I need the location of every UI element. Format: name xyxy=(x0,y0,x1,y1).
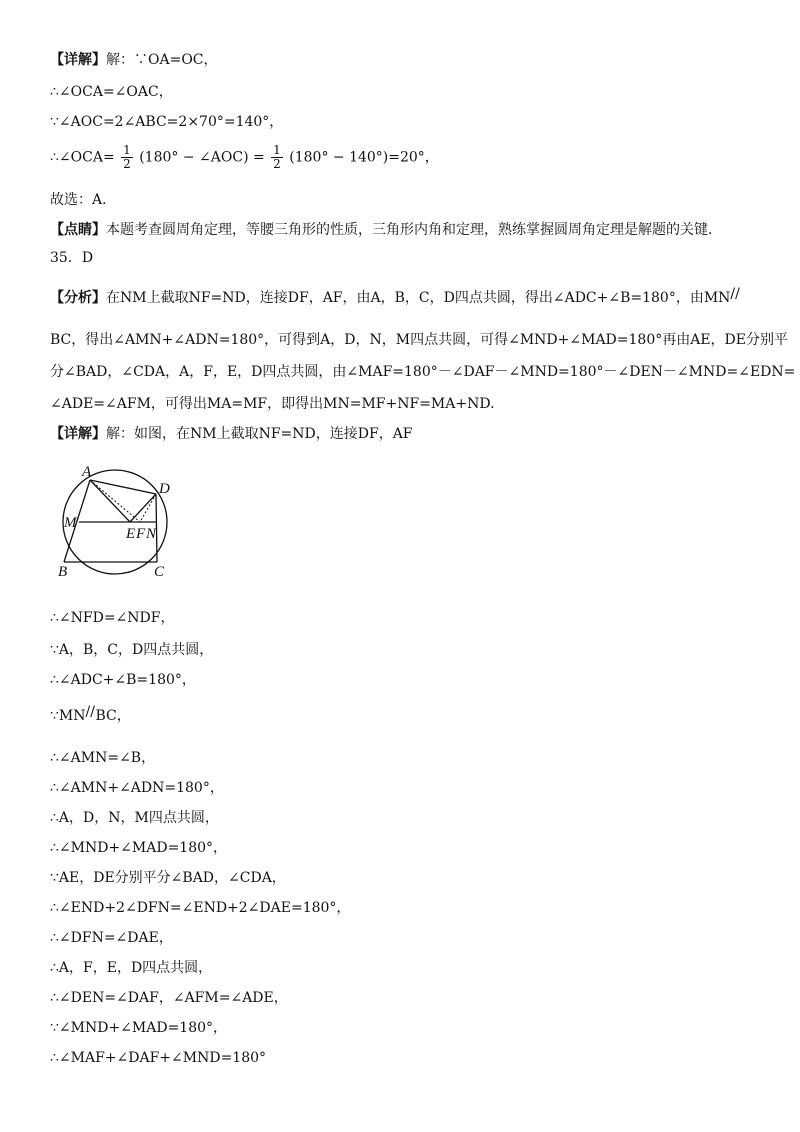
label-m: M xyxy=(64,515,77,531)
formula-line xyxy=(50,144,439,171)
label-e: E xyxy=(126,526,136,542)
formula-suffix: =20°， xyxy=(388,149,439,166)
step-line: ∴∠OCA=∠OAC， xyxy=(50,84,173,100)
comment-text: 本题考查圆周角定理，等腰三角形的性质，三角形内角和定理，熟练掌握圆周角定理是解题的关键． xyxy=(106,222,722,238)
step-line: ∴A，D，N，M四点共圆， xyxy=(50,810,219,826)
step-line: ∵AE，DE分别平分∠BAD，∠CDA， xyxy=(50,870,286,886)
step-line: ∴∠MND+∠MAD=180°， xyxy=(50,840,228,856)
formula-prefix: ∴∠OCA= xyxy=(50,149,115,166)
comment-line xyxy=(50,220,722,240)
text: 解：∵OA=OC， xyxy=(106,52,218,68)
step-line: ∴∠END+2∠DFN=∠END+2∠DAE=180°， xyxy=(50,900,351,916)
step-line: ∵∠MND+∠MAD=180°， xyxy=(50,1020,228,1036)
comment-tag: 【点睛】 xyxy=(50,222,106,238)
detail-intro: 【详解】解：如图，在NM上截取NF=ND，连接DF，AF xyxy=(50,426,413,442)
segment-ad xyxy=(90,480,156,494)
step-line: ∴A，F，E，D四点共圆， xyxy=(50,960,213,976)
step-line-parallel: ∵MN // BC， xyxy=(50,704,131,724)
step-line: ∴∠DFN=∠DAE， xyxy=(50,930,173,946)
step-line: ∴∠AMN+∠ADN=180°， xyxy=(50,780,224,796)
label-f: F xyxy=(136,526,146,542)
analysis-line-2: BC，得出∠AMN+∠ADN=180°，可得到A，D，N，M四点共圆，可得∠MND+∠MAD=180°再由AE，DE分别平 xyxy=(50,332,788,348)
segment-de xyxy=(130,494,156,522)
detail-tag: 【详解】 xyxy=(50,426,106,442)
analysis-line-4: ∠ADE=∠AFM，可得出MA=MF，即得出MN=MF+NF=MA+ND. xyxy=(50,396,495,412)
fraction: $\frac{1}{2}$ xyxy=(273,143,281,171)
segment-af xyxy=(90,480,140,522)
label-n: N xyxy=(146,526,157,542)
problem-number: 35．D xyxy=(50,250,94,266)
choice-line: 故选：A． xyxy=(50,192,117,208)
detail-line-1 xyxy=(50,50,218,70)
analysis-tag: 【分析】 xyxy=(50,290,106,306)
step-line: ∴∠DEN=∠DAF，∠AFM=∠ADE， xyxy=(50,990,288,1006)
circle-diagram xyxy=(50,460,180,580)
fraction: $\frac{1}{2}$ xyxy=(123,143,131,171)
step-line: ∵A，B，C，D四点共圆， xyxy=(50,642,214,658)
step-line: ∴∠AMN=∠B， xyxy=(50,750,156,766)
label-b: B xyxy=(58,564,68,580)
step-line: ∴∠MAF+∠DAF+∠MND=180° xyxy=(50,1050,267,1066)
label-d: D xyxy=(159,481,170,497)
formula-mid-1: (180° − ∠AOC) = xyxy=(139,149,265,166)
step-line: ∴∠NFD=∠NDF， xyxy=(50,610,175,626)
analysis-line-1: 【分析】在NM上截取NF=ND，连接DF，AF，由A，B，C，D四点共圆，得出∠ADC+∠B=180°，由MN // xyxy=(50,286,740,306)
formula-mid-2: (180° − 140°) xyxy=(289,149,389,166)
step-line: ∵∠AOC=2∠ABC=2×70°=140°， xyxy=(50,114,284,130)
label-a: A xyxy=(82,464,92,480)
label-c: C xyxy=(154,564,165,580)
analysis-line-3: 分∠BAD，∠CDA，A，F，E，D四点共圆，由∠MAF=180°－∠DAF－∠MND=180°－∠DEN－∠MND=∠EDN= xyxy=(50,364,796,380)
segment-ae xyxy=(90,480,130,522)
segment-dc xyxy=(156,494,157,562)
detail-tag: 【详解】 xyxy=(50,52,106,68)
step-line: ∴∠ADC+∠B=180°， xyxy=(50,672,196,688)
